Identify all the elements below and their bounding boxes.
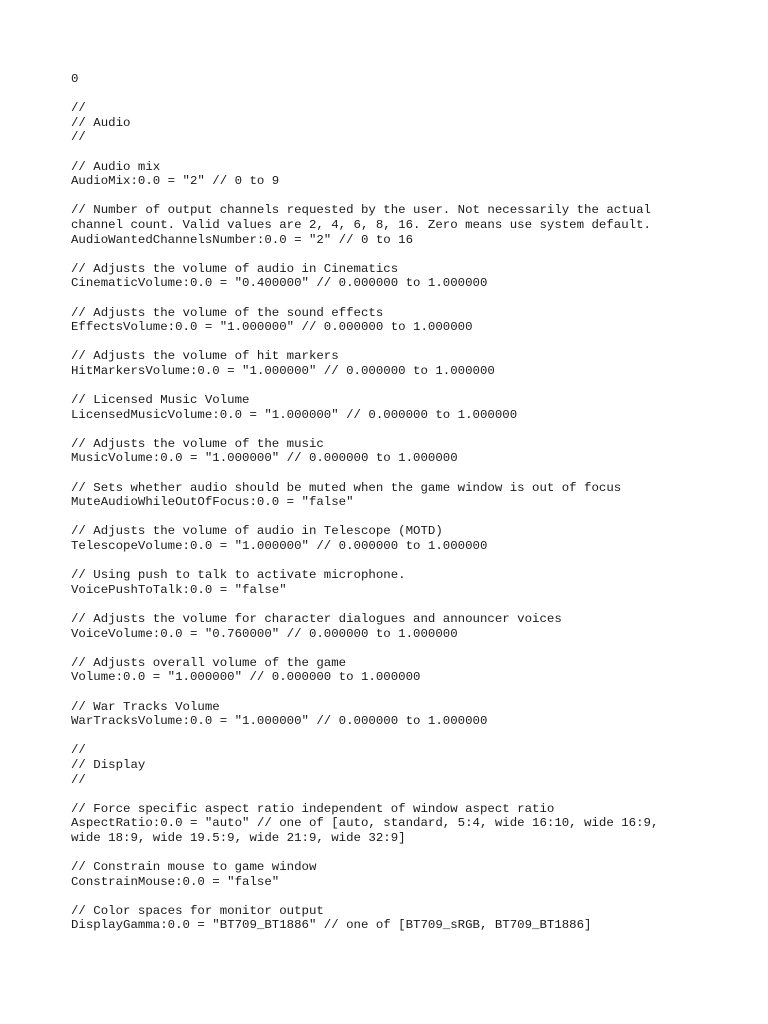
blank-line bbox=[71, 189, 751, 204]
comment-line: // Using push to talk to activate microphone. bbox=[71, 568, 406, 583]
setting-line: CinematicVolume:0.0 = "0.400000" // 0.000000 to 1.000000 bbox=[71, 276, 488, 291]
setting-line: channel count. Valid values are 2, 4, 6, 8, 16. Zero means use system default. bbox=[71, 217, 651, 232]
blank-line bbox=[71, 845, 751, 860]
blank-line bbox=[71, 291, 751, 306]
setting-line: VoicePushToTalk:0.0 = "false" bbox=[71, 582, 287, 597]
blank-line bbox=[71, 422, 751, 437]
setting-line: WarTracksVolume:0.0 = "1.000000" // 0.000000 to 1.000000 bbox=[71, 714, 488, 729]
comment-line: // Adjusts the volume of the music bbox=[71, 436, 324, 451]
comment-line: // Adjusts the volume of audio in Telescope (MOTD) bbox=[71, 524, 443, 539]
setting-line: Volume:0.0 = "1.000000" // 0.000000 to 1.000000 bbox=[71, 670, 421, 685]
comment-line: // Licensed Music Volume bbox=[71, 393, 250, 408]
comment-line: // Force specific aspect ratio independent of window aspect ratio bbox=[71, 801, 555, 816]
blank-line bbox=[71, 729, 751, 744]
comment-line: // Audio mix bbox=[71, 159, 161, 174]
comment-line: // Adjusts the volume for character dialogues and announcer voices bbox=[71, 611, 562, 626]
comment-line: // Adjusts overall volume of the game bbox=[71, 655, 347, 670]
comment-line: // Adjusts the volume of the sound effects bbox=[71, 305, 384, 320]
comment-line: // bbox=[71, 743, 86, 758]
setting-line: LicensedMusicVolume:0.0 = "1.000000" // 0.000000 to 1.000000 bbox=[71, 407, 518, 422]
setting-line: AudioWantedChannelsNumber:0.0 = "2" // 0 to 16 bbox=[71, 232, 414, 247]
blank-line bbox=[71, 87, 751, 102]
blank-line bbox=[71, 597, 751, 612]
blank-line bbox=[71, 889, 751, 904]
blank-line bbox=[71, 787, 751, 802]
setting-line: VoiceVolume:0.0 = "0.760000" // 0.000000 to 1.000000 bbox=[71, 626, 458, 641]
comment-line: // Audio bbox=[71, 115, 131, 130]
config-document bbox=[71, 72, 751, 933]
setting-line: AspectRatio:0.0 = "auto" // one of [auto, standard, 5:4, wide 16:10, wide 16:9, bbox=[71, 816, 659, 831]
comment-line: // Sets whether audio should be muted when the game window is out of focus bbox=[71, 480, 622, 495]
comment-line: // bbox=[71, 130, 86, 145]
blank-line bbox=[71, 641, 751, 656]
setting-line: HitMarkersVolume:0.0 = "1.000000" // 0.000000 to 1.000000 bbox=[71, 363, 495, 378]
setting-line: wide 18:9, wide 19.5:9, wide 21:9, wide 32:9] bbox=[71, 830, 406, 845]
comment-line: // Adjusts the volume of audio in Cinematics bbox=[71, 261, 399, 276]
header-value-line: 0 bbox=[71, 72, 79, 86]
setting-line: MusicVolume:0.0 = "1.000000" // 0.000000 to 1.000000 bbox=[71, 451, 458, 466]
comment-line: // bbox=[71, 772, 86, 787]
comment-line: // War Tracks Volume bbox=[71, 699, 220, 714]
setting-line: EffectsVolume:0.0 = "1.000000" // 0.000000 to 1.000000 bbox=[71, 320, 473, 335]
blank-line bbox=[71, 554, 751, 569]
setting-line: DisplayGamma:0.0 = "BT709_BT1886" // one of [BT709_sRGB, BT709_BT1886] bbox=[71, 918, 592, 933]
setting-line: TelescopeVolume:0.0 = "1.000000" // 0.000000 to 1.000000 bbox=[71, 539, 488, 553]
comment-line: // Display bbox=[71, 757, 146, 772]
comment-line: // bbox=[71, 101, 86, 116]
comment-line: // Constrain mouse to game window bbox=[71, 860, 317, 875]
comment-line: // Color spaces for monitor output bbox=[71, 903, 324, 918]
setting-line: ConstrainMouse:0.0 = "false" bbox=[71, 874, 280, 889]
setting-line: MuteAudioWhileOutOfFocus:0.0 = "false" bbox=[71, 495, 354, 510]
blank-line bbox=[71, 510, 751, 525]
blank-line bbox=[71, 685, 751, 700]
blank-line bbox=[71, 378, 751, 393]
setting-line: AudioMix:0.0 = "2" // 0 to 9 bbox=[71, 174, 280, 189]
comment-line: // Number of output channels requested by the user. Not necessarily the actual bbox=[71, 203, 651, 218]
blank-line bbox=[71, 145, 751, 160]
blank-line bbox=[71, 247, 751, 262]
blank-line bbox=[71, 466, 751, 481]
comment-line: // Adjusts the volume of hit markers bbox=[71, 349, 339, 364]
blank-line bbox=[71, 335, 751, 350]
